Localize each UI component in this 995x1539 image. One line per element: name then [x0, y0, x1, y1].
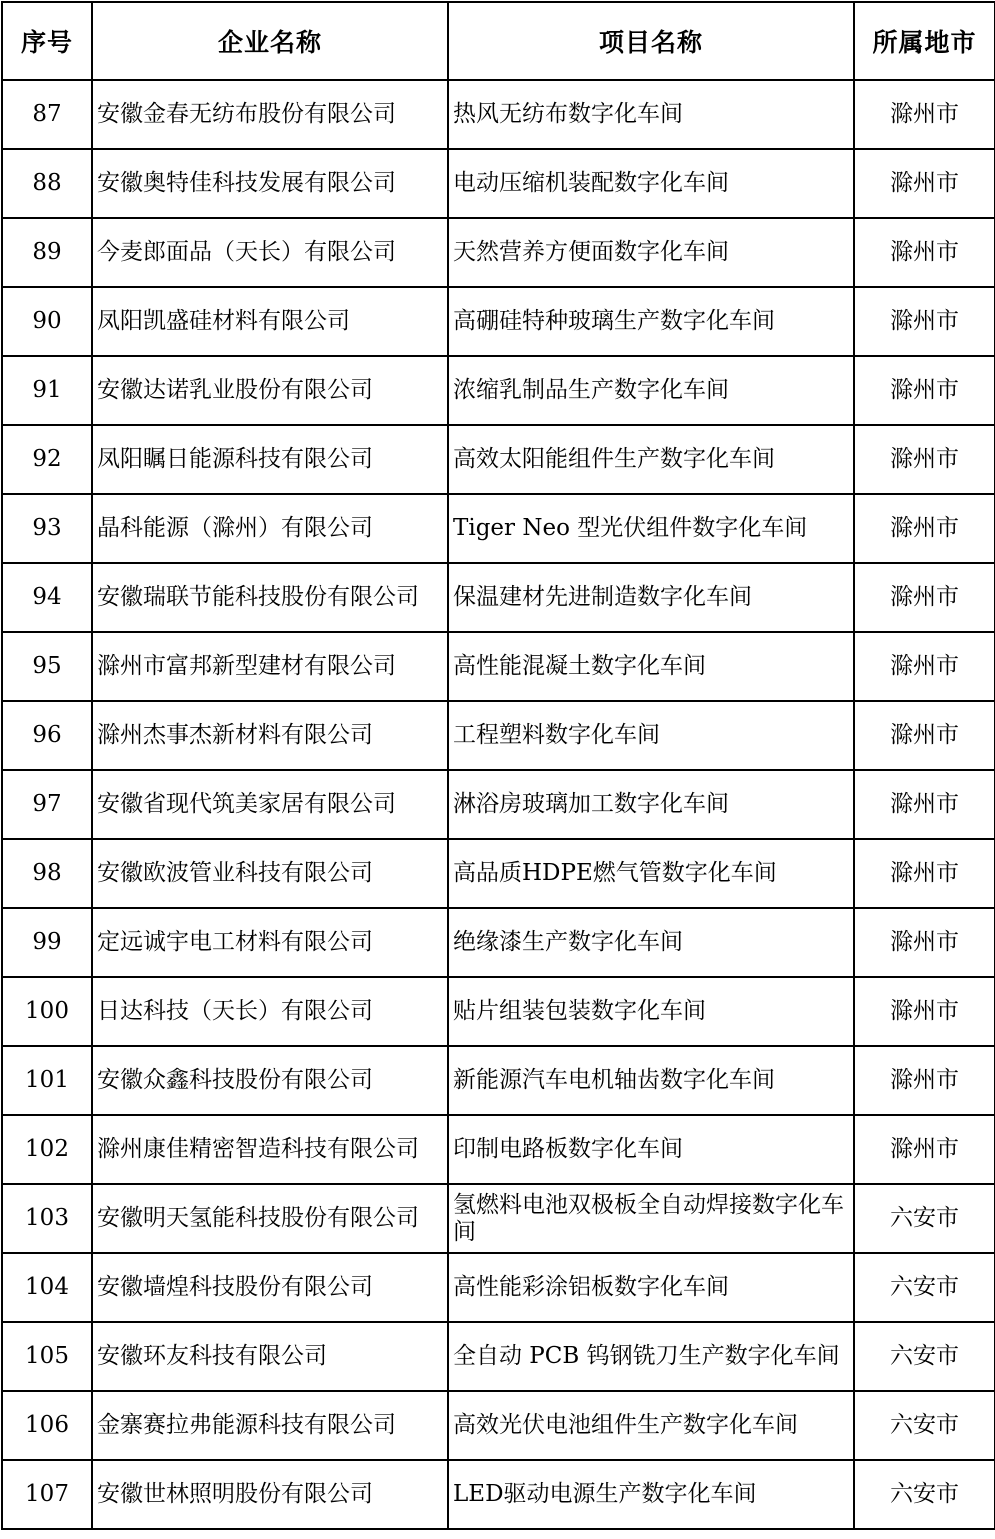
cell-project: 天然营养方便面数字化车间: [448, 218, 854, 287]
table-row: [2, 563, 995, 632]
cell-project: 高品质HDPE燃气管数字化车间: [448, 839, 854, 908]
cell-city: 滁州市: [854, 839, 995, 908]
cell-num: 107: [2, 1460, 92, 1529]
cell-project: 高效太阳能组件生产数字化车间: [448, 425, 854, 494]
cell-city: 滁州市: [854, 908, 995, 977]
cell-city: 滁州市: [854, 494, 995, 563]
cell-project: 保温建材先进制造数字化车间: [448, 563, 854, 632]
cell-num: 98: [2, 839, 92, 908]
cell-company: 金寨赛拉弗能源科技有限公司: [92, 1391, 448, 1460]
cell-company: 安徽瑞联节能科技股份有限公司: [92, 563, 448, 632]
cell-company: 安徽金春无纺布股份有限公司: [92, 80, 448, 149]
cell-project: 高性能混凝土数字化车间: [448, 632, 854, 701]
cell-city: 滁州市: [854, 218, 995, 287]
cell-project: 印制电路板数字化车间: [448, 1115, 854, 1184]
cell-company: 日达科技（天长）有限公司: [92, 977, 448, 1046]
cell-project: 淋浴房玻璃加工数字化车间: [448, 770, 854, 839]
table-row: [2, 977, 995, 1046]
cell-city: 滁州市: [854, 563, 995, 632]
cell-company: 今麦郎面品（天长）有限公司: [92, 218, 448, 287]
cell-city: 六安市: [854, 1253, 995, 1322]
cell-project: 高效光伏电池组件生产数字化车间: [448, 1391, 854, 1460]
cell-num: 93: [2, 494, 92, 563]
cell-city: 六安市: [854, 1322, 995, 1391]
header-city: 所属地市: [854, 2, 995, 80]
cell-company: 安徽众鑫科技股份有限公司: [92, 1046, 448, 1115]
cell-project: 高硼硅特种玻璃生产数字化车间: [448, 287, 854, 356]
cell-project: 全自动 PCB 钨钢铣刀生产数字化车间: [448, 1322, 854, 1391]
table-row: [2, 1253, 995, 1322]
cell-num: 106: [2, 1391, 92, 1460]
cell-company: 安徽达诺乳业股份有限公司: [92, 356, 448, 425]
table-row: [2, 356, 995, 425]
cell-city: 滁州市: [854, 1115, 995, 1184]
cell-company: 滁州杰事杰新材料有限公司: [92, 701, 448, 770]
cell-company: 安徽明天氢能科技股份有限公司: [92, 1184, 448, 1253]
cell-company: 安徽奥特佳科技发展有限公司: [92, 149, 448, 218]
table-row: [2, 1046, 995, 1115]
cell-project: 工程塑料数字化车间: [448, 701, 854, 770]
cell-num: 97: [2, 770, 92, 839]
cell-project: 绝缘漆生产数字化车间: [448, 908, 854, 977]
header-company: 企业名称: [92, 2, 448, 80]
table-row: [2, 632, 995, 701]
cell-num: 101: [2, 1046, 92, 1115]
table-row: [2, 1391, 995, 1460]
cell-project: 新能源汽车电机轴齿数字化车间: [448, 1046, 854, 1115]
cell-num: 100: [2, 977, 92, 1046]
cell-project: Tiger Neo 型光伏组件数字化车间: [448, 494, 854, 563]
table-row: [2, 908, 995, 977]
cell-city: 滁州市: [854, 632, 995, 701]
cell-project: 电动压缩机装配数字化车间: [448, 149, 854, 218]
cell-company: 安徽欧波管业科技有限公司: [92, 839, 448, 908]
table-body: [2, 80, 995, 1529]
cell-num: 88: [2, 149, 92, 218]
header-row: [2, 2, 995, 80]
table-row: [2, 149, 995, 218]
table-row: [2, 1115, 995, 1184]
cell-num: 96: [2, 701, 92, 770]
cell-project: 浓缩乳制品生产数字化车间: [448, 356, 854, 425]
cell-city: 滁州市: [854, 1046, 995, 1115]
cell-num: 91: [2, 356, 92, 425]
cell-city: 滁州市: [854, 356, 995, 425]
header-project: 项目名称: [448, 2, 854, 80]
cell-num: 87: [2, 80, 92, 149]
cell-city: 滁州市: [854, 701, 995, 770]
cell-project: 热风无纺布数字化车间: [448, 80, 854, 149]
cell-num: 99: [2, 908, 92, 977]
table-row: [2, 425, 995, 494]
table-row: [2, 701, 995, 770]
table-row: [2, 80, 995, 149]
table-row: [2, 287, 995, 356]
cell-city: 滁州市: [854, 977, 995, 1046]
table-row: [2, 218, 995, 287]
cell-project: 贴片组装包装数字化车间: [448, 977, 854, 1046]
cell-city: 六安市: [854, 1184, 995, 1253]
cell-company: 安徽环友科技有限公司: [92, 1322, 448, 1391]
table-row: [2, 1184, 995, 1253]
project-list-table: [1, 1, 995, 1530]
cell-company: 滁州康佳精密智造科技有限公司: [92, 1115, 448, 1184]
table-row: [2, 1322, 995, 1391]
cell-company: 凤阳凯盛硅材料有限公司: [92, 287, 448, 356]
cell-company: 安徽墙煌科技股份有限公司: [92, 1253, 448, 1322]
cell-city: 滁州市: [854, 425, 995, 494]
header-num: 序号: [2, 2, 92, 80]
table-row: [2, 494, 995, 563]
cell-num: 103: [2, 1184, 92, 1253]
table-row: [2, 839, 995, 908]
cell-company: 安徽省现代筑美家居有限公司: [92, 770, 448, 839]
cell-num: 92: [2, 425, 92, 494]
cell-num: 102: [2, 1115, 92, 1184]
cell-num: 95: [2, 632, 92, 701]
cell-num: 105: [2, 1322, 92, 1391]
cell-company: 凤阳瞩日能源科技有限公司: [92, 425, 448, 494]
table-row: [2, 770, 995, 839]
cell-city: 六安市: [854, 1391, 995, 1460]
cell-num: 90: [2, 287, 92, 356]
cell-company: 定远诚宇电工材料有限公司: [92, 908, 448, 977]
cell-num: 89: [2, 218, 92, 287]
cell-city: 滁州市: [854, 770, 995, 839]
cell-city: 滁州市: [854, 287, 995, 356]
cell-company: 滁州市富邦新型建材有限公司: [92, 632, 448, 701]
cell-num: 104: [2, 1253, 92, 1322]
cell-city: 滁州市: [854, 149, 995, 218]
cell-project: LED驱动电源生产数字化车间: [448, 1460, 854, 1529]
table-row: [2, 1460, 995, 1529]
cell-city: 六安市: [854, 1460, 995, 1529]
cell-num: 94: [2, 563, 92, 632]
cell-city: 滁州市: [854, 80, 995, 149]
cell-company: 晶科能源（滁州）有限公司: [92, 494, 448, 563]
cell-company: 安徽世林照明股份有限公司: [92, 1460, 448, 1529]
cell-project: 氢燃料电池双极板全自动焊接数字化车间: [448, 1184, 854, 1253]
cell-project: 高性能彩涂铝板数字化车间: [448, 1253, 854, 1322]
